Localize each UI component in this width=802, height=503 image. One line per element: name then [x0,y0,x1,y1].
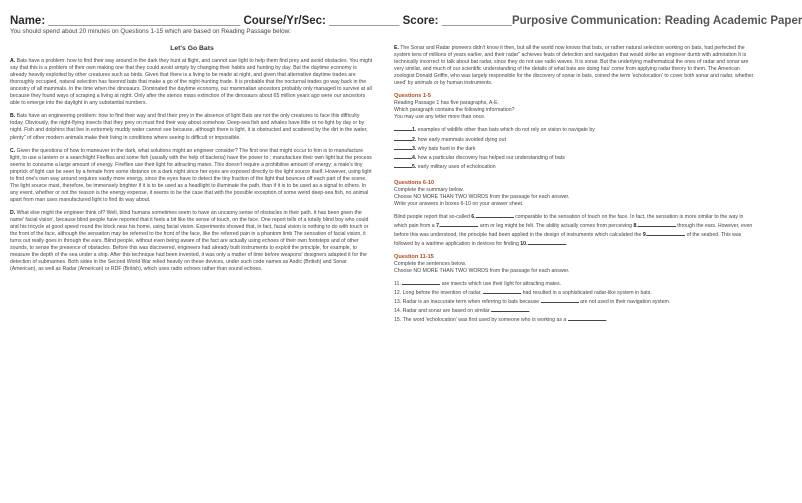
answer-blank[interactable] [491,306,531,315]
questions-11-15-heading: Question 11-15 [394,254,434,261]
passage-title: Let's Go Bats [170,45,214,52]
instruction-line: Choose NO MORE THAN TWO WORDS from the passage for each answer. [394,268,570,275]
instruction-line: Choose NO MORE THAN TWO WORDS from the passage for each answer. [394,193,570,200]
paragraph-b [10,113,374,141]
sentence-text: Radar is an inaccurate term when referring to bats because [402,299,541,306]
content-columns [10,45,758,324]
question-item [394,135,758,144]
course-field[interactable]: Course/Yr/Sec: ___________ [243,15,400,27]
paragraph-letter: B. [10,113,16,120]
paragraph-d [10,210,374,273]
questions-column [394,45,758,324]
question-item [394,125,758,134]
paragraph-text: What else might the engineer think of? Well, blind humans sometimes seem to have an uncanny sense of obstacles in their path. It has been given the name' facial vision', because blind people have reported that it feels a bit like the sense of touch, on the face. One report tells of a totally blind boy who could and his tricycle at good speed round the block near his home, using facial vision. Experiments showed that, in fact, facial vision is nothing to do with touch or the front of the face, although the sensation may be referred to the front of the face, like the referred pain in a phantom limb The sensation of facial vision, it turns out really goes in through the ears. Blind people, without even being aware of the fact are actually using echoes of their own footsteps and of other sounds, to sense the presence of obstacles. Before this was discovered, engineers had already built instruments to exploit the principle, for example, to measure the depth of the sea under a ship. After this technique had been invented, it was only a matter of time before weapons' designers adapted it for the detection of submarines. Both sides in the Second World War relied heavily on these devices, under such code names as Asdic (British) and Sonar (American), as well as Radar (American) or RDF (British), which uses radio echoes rather than sound echoes. [10,209,369,273]
score-field[interactable]: Score: ___________ [402,15,512,27]
summary-text: through the ears. However, even before this was understood, the principle had been applied in the design of instruments which calculated the [394,222,753,238]
instruction-line: Complete the sentences below. [394,261,467,268]
summary-text: comparable to the sensation of touch on the face. In fact, the sensation is more similar to the way in which pain from a [394,213,744,229]
question-text: how early mammals avoided dying out [417,136,507,143]
sentence-item [394,297,758,306]
sentence-text: The word 'echolocation' was first used by someone who is working as a [402,317,568,324]
answer-blank[interactable] [402,279,440,285]
question-text: early military uses of echolocation [417,163,496,170]
paragraph-e [394,45,758,87]
question-text: how a particular discovery has helped our understanding of bats [417,154,565,161]
sentence-text: Long before the invention of radar, [402,290,484,297]
instruction-line: You may use any letter more than once. [394,114,486,121]
student-fields [10,15,512,27]
time-instruction: You should spend about 20 minutes on Questions 1-15 which are based on Reading Passage below: [10,28,291,35]
answer-blank[interactable] [638,221,676,227]
question-text: why bats hunt in the dark [417,145,476,152]
answer-blank[interactable] [541,297,579,303]
paragraph-a [10,58,374,107]
question-number: 3. [412,145,417,152]
answer-blank[interactable] [568,315,608,324]
summary-text: of the seabed. This was followed by a wartime application in devices for finding [394,231,742,248]
answer-blank[interactable] [394,144,412,150]
question-number: 10. [520,241,528,248]
answer-blank[interactable] [476,212,514,218]
sentence-text: Radar and sonar are based on similar [402,308,491,315]
paragraph-text: The Sonar and Radar pioneers didn't know it then, but all the world now knows that bats, or rather natural selection working on bats, had perfected the system tens of millions of years earlier, and their radar" achieves feats of detection and navigation that would strike an engineer dumb with admiration It is technically incorrect to talk about bat radar, since they do not use radio waves. It is sonar. But the underlying mathematical the ones of radar and sonar are very similar, and much of our scientific understanding of the details of what bats are doing has' come from applying radar theory to them. The American zoologist Donald Griffin, who was largely responsible for the discovery of sonar in bats, coined the term 'echolocation' to cover both sonar and radar, whether used' by animals or by human instruments. [394,45,754,87]
question-number: 2. [412,136,417,143]
question-number: 7. [436,222,441,229]
document-title: Purposive Communication: Reading Academic Paper [511,15,802,27]
paragraph-letter: C. [10,147,16,154]
question-number: 14. [394,308,402,315]
questions-1-5-heading: Questions 1-5 [394,93,431,100]
summary-text: arm or leg might be felt. The ability actually comes from perceiving [478,222,634,229]
summary-text: . [565,241,567,248]
sentence-text: are insects which use their light for attracting mates. [440,281,562,288]
question-item [394,153,758,162]
answer-blank[interactable] [647,230,685,236]
answer-blank[interactable] [483,288,521,294]
question-number: 8. [633,222,638,229]
question-item [394,162,758,171]
paragraph-letter: E. [394,45,399,51]
header-bar [10,13,802,27]
answer-blank[interactable] [394,135,412,141]
paragraph-text: Given the questions of how to maneuver in the dark, what solutions might an engineer consider? The first one that might occur to him is to manufacture light, to use a lantern or a searchlight Fireflies and some fish (usually with the help of bacteria) have the power to ; manufacture their own light but the process seems to consume a large amount of energy. Fireflies use their light for attracting mates. This doesn't require a prohibitive amount of energy: a male's tiny pinprick of light can be seen by a female from some distance on a dark night since her eyes are exposed directly to the light source itself. However, using light to find one's own way around requires vastly more energy, since the eyes have to detect the tiny fraction of the light that bounces off each part of the scene. The light source must, therefore, be immensely brighter if it is to be used as a headlight to illuminate the path, than if it is to be used as a signal to others. In any event, whether or not the reason is the energy expense, it seems to be the case that with the possible exception of some weird deep-sea fish, no animal apart from man uses manufactured light to find its way about. [10,147,372,203]
answer-blank[interactable] [440,221,478,227]
question-number: 6. [471,213,476,220]
question-number: 11. [394,281,401,288]
instruction-line: Reading Passage 1 has five paragraphs, A-E. [394,100,499,107]
sentence-text: . [605,317,608,324]
question-item [394,144,758,153]
sentence-text: had resulted in a sophisticated radar-like system in bats. [521,290,652,297]
paragraph-text: Bats have an engineering problem: how to find their way and find their prey in the absence of light Bats are not the only creatures to face this difficulty today. Obviously, the night-flying insects that they prey on must find their way about somehow. Deep-sea fish and whales have little or no light by day or by night. Fish and dolphins that live in extremely muddy water cannot see because, although there is light, it is obstructed and scattered by the dirt in the water, plenty" of other modern animals make their living in conditions where seeing is difficult or impossible. [10,113,368,141]
summary-text: Blind people report that so-called [394,213,472,220]
instruction-line: Write your answers in boxes 6-10 on your answer sheet. [394,200,524,207]
sentence-item [394,306,758,315]
question-number: 5. [412,163,417,170]
paragraph-text: Bats have a problem: how to find their way around in the dark they hunt at flight, and cannot use light to help them find prey and avoid obstacles. You might say that this is a problem of their own making one that they could avoid simply by changing their habits and hunting by day. But the daytime economy is already heavily exploited by other creatures such as birds. Given that there is a living to be made at night, and given that alternative daytime trades are thoroughly occupied, natural selection has favored bats that make a go of the night-hunting trade. It is probable that the nocturnal trades go way back in the ancestry of all mammals. In the time when the dinosaurs. Dominated the daytime economy, our mammalian ancestors probably only managed to survive at all because they found ways of scraping a living at night. Only after the stenos mass extinction of the dinosaurs about 65 million years ago were our ancestors able to emerge into the daylight in any substantial numbers. [10,58,373,107]
passage-column [10,45,374,324]
sentence-item [394,279,758,288]
question-number: 9. [642,231,648,238]
answer-blank[interactable] [394,162,412,168]
sentence-item [394,315,758,324]
question-number: 12. [394,290,402,297]
sentence-text: are not used in their navigation system. [578,299,671,306]
paragraph-letter: D. [10,209,16,216]
summary-paragraph [394,212,758,248]
answer-blank[interactable] [394,125,412,131]
questions-6-10-heading: Questions 6-10 [394,179,435,186]
question-number: 4. [412,154,417,161]
question-number: 15. [394,317,402,324]
sentence-text: . [528,308,531,315]
question-number: 1. [412,127,417,134]
name-field[interactable]: Name: ______________________________ [10,15,241,27]
question-text: examples of wildlife other than bats which do not rely on vision to navigate by [417,127,595,134]
paragraph-letter: A. [10,58,16,65]
sentence-item [394,288,758,297]
answer-blank[interactable] [394,153,412,159]
instruction-line: Which paragraph contains the following information? [394,107,515,114]
paragraph-c [10,148,374,204]
instruction-line: Complete the summary below. [394,186,464,193]
answer-blank[interactable] [528,239,567,248]
question-number: 13. [394,299,402,306]
